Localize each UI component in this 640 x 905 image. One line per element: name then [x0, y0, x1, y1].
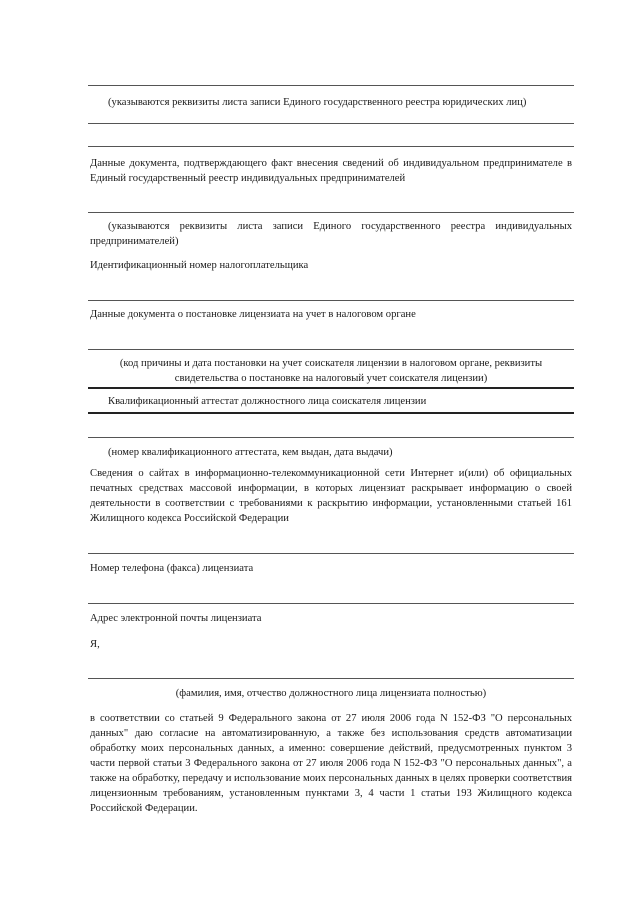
consent-paragraph: в соответствии со статьей 9 Федерального закона от 27 июля 2006 года N 152-ФЗ "О персональных данных" даю согласие на автоматизированную, а также без использования средств автоматизации обработку моих персональных данных, а именно: совершение действий, предусмотренных пунктом 3 части первой статьи 3 Федерального закона от 27 июля 2006 года N 152-ФЗ "О персональных данных", а также на обработку, передачу и использование моих персональных данных в целях проверки соответствия лицензионным требованиям, установленным пунктами 3, 4 части 1 статьи 193 Жилищного кодекса Российской Федерации. — [90, 713, 572, 814]
fill-line-websites[interactable] — [88, 553, 574, 554]
inn-label: Идентификационный номер налогоплательщика — [90, 260, 309, 271]
email-label: Адрес электронной почты лицензиата — [90, 613, 262, 624]
phone-label: Номер телефона (факса) лицензиата — [90, 563, 254, 574]
fill-line-fio[interactable] — [88, 678, 574, 679]
fill-line-ip-top — [88, 146, 574, 147]
fill-line-ip[interactable] — [88, 212, 574, 213]
egrul-hint: (указываются реквизиты листа записи Единого государственного реестра юридических лиц) — [108, 97, 527, 108]
fill-line-inn[interactable] — [88, 300, 574, 301]
ip-document-label: Данные документа, подтверждающего факт внесения сведений об индивидуальном предпринимателе в Единый государственный реестр индивидуальных предпринимателей — [90, 158, 572, 184]
qualification-label: Квалификационный аттестат должностного лица соискателя лицензии — [108, 396, 427, 407]
websites-label: Сведения о сайтах в информационно-телекоммуникационной сети Интернет и(или) об официальных печатных средствах массовой информации, в которых лицензиат раскрывает информацию о своей деятельности в соответствии с требованиями к раскрытию информации, установленными статьей 161 Жилищного кодекса Российской Федерации — [90, 468, 572, 524]
declarant-pronoun: Я, — [90, 639, 100, 650]
fill-line-tax[interactable] — [88, 349, 574, 350]
fill-line-qualification-top — [88, 412, 574, 414]
fill-line-phone[interactable] — [88, 603, 574, 604]
fio-hint: (фамилия, имя, отчество должностного лица лицензиата полностью) — [175, 688, 487, 699]
fill-line-egrul[interactable] — [88, 85, 574, 86]
egrip-hint: (указываются реквизиты листа записи Единого государственного реестра индивидуальных предпринимателей) — [90, 221, 572, 247]
tax-hint: (код причины и дата постановки на учет соискателя лицензии в налоговом органе, реквизиты свидетельства о постановке на налоговый учет соискателя лицензии) — [119, 358, 543, 384]
qualification-hint: (номер квалификационного аттестата, кем выдан, дата выдачи) — [108, 447, 393, 458]
fill-line-egrul-bottom — [88, 123, 574, 124]
tax-document-label: Данные документа о постановке лицензиата на учет в налоговом органе — [90, 309, 416, 320]
fill-line-qualification[interactable] — [88, 437, 574, 438]
fill-line-tax-bottom — [88, 387, 574, 389]
